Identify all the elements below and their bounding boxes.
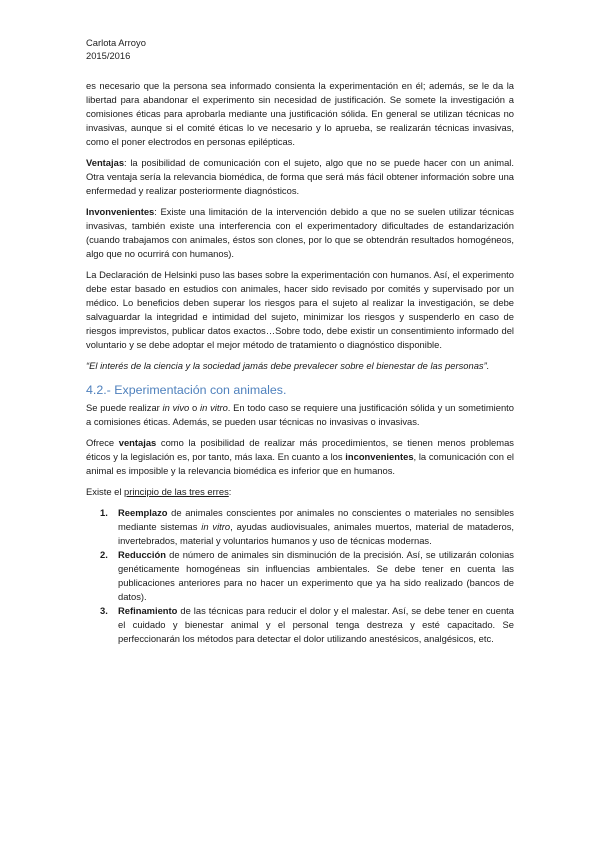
list-number: 2. <box>100 549 108 560</box>
principles-list <box>86 506 514 646</box>
paragraph-ventajas <box>86 156 514 198</box>
paragraph-helsinki: La Declaración de Helsinki puso las bases sobre la experimentación con humanos. Así, el experimento debe estar basado en estudios con animales, hacer sido revisado por comités y supervisado por un médico. Lo beneficios deben superar los riesgos para el sujeto al realizar la investigación, se debe salvaguardar la integridad e intimidad del sujeto, minimizar los riesgos y suspenderlo en caso de riesgos imprevistos, publicar datos exactos…Sobre todo, debe existir un consentimiento informado del voluntario y se debe adoptar el mejor método de tratamiento o diagnóstico disponible. <box>86 269 514 350</box>
inconvenientes-label: Invonvenientes <box>86 206 155 217</box>
paragraph-in-vivo <box>86 401 514 429</box>
term-ventajas: ventajas <box>118 437 157 448</box>
page-body <box>86 79 514 646</box>
term-three-rs: principio de las tres erres <box>124 486 229 497</box>
paragraph-consent: es necesario que la persona sea informado consienta la experimentación en él; además, se le da la libertad para abandonar el experimento sin necesidad de justificación. Se somete la investigación a comisiones éticas para aprobarla mediante una justificación sólida. En general se utilizan técnicas no invasivas, aunque si el comité éticas lo ve necesario y lo aprueba, se realizarán técnicas invasivas, como el poner electrodos en personas epilépticas. <box>86 80 514 147</box>
principle-label: Reemplazo <box>118 507 168 518</box>
text-run: Ofrece <box>86 437 119 448</box>
paragraph-three-rs <box>86 485 514 499</box>
term-in-vitro: in vitro <box>201 521 231 532</box>
author-name: Carlota Arroyo <box>86 37 146 48</box>
term-in-vivo: in vivo <box>162 402 190 413</box>
term-in-vitro: in vitro <box>200 402 228 413</box>
principle-text: de animales conscientes por animales no conscientes o materiales no sensibles mediante sistemas <box>118 507 514 532</box>
text-run: Se puede realizar <box>86 402 163 413</box>
text-run: . En todo caso se requiere una justificación sólida y un sometimiento a comisiones éticas. Además, se pueden usar técnicas no invasivas o invasivas. <box>86 402 514 427</box>
section-heading: 4.2.- Experimentación con animales. <box>86 383 287 397</box>
text-run: : <box>228 486 232 497</box>
quote: “El interés de la ciencia y la sociedad jamás debe prevalecer sobre el bienestar de las personas”. <box>86 360 490 371</box>
term-inconvenientes: inconvenientes <box>345 451 414 462</box>
academic-year: 2015/2016 <box>86 49 131 61</box>
list-item <box>86 604 514 646</box>
ventajas-label: Ventajas <box>86 157 125 168</box>
principle-text: de las técnicas para reducir el dolor y el malestar. Así, se debe tener en cuenta el cuidado y bienestar animal y el personal tenga destreza y esté capacitado. Se perfeccionarán los métodos para detectar el dolor utilizando anestésicos, analgésicos, etc. <box>118 605 514 644</box>
principle-text: de número de animales sin disminución de la precisión. Así, se utilizarán colonias genéticamente homogéneas sin influencias ambientales. Se debe tener en cuenta las publicaciones anteriores para no hacer un experimento que ya ha sido realizado (bancos de datos). <box>118 549 514 602</box>
text-run: , la comunicación con el animal es imposible y la relevancia biomédica es inferior que en humanos. <box>86 451 514 476</box>
principle-text: , ayudas audiovisuales, animales muertos, material de mataderos, invertebrados, material y voluntarios humanos y uso de técnicas modernas. <box>118 521 514 546</box>
text-run: Existe el <box>86 486 125 497</box>
principle-label: Reducción <box>118 549 166 560</box>
list-item <box>86 548 514 604</box>
ventajas-text: : la posibilidad de comunicación con el sujeto, algo que no se puede hacer con un animal. Otra ventaja sería la relevancia biomédica, de forma que será más fácil obtener información sobre una enfermedad y realizar posteriormente diagnósticos. <box>86 157 514 196</box>
paragraph-ofrece <box>86 436 514 478</box>
page-header <box>86 37 146 62</box>
text-run: como la posibilidad de realizar más procedimientos, se tienen menos problemas éticos y la legislación es, por tanto, más laxa. En cuanto a los <box>86 437 514 462</box>
list-number: 3. <box>100 605 108 616</box>
list-number: 1. <box>100 507 108 518</box>
inconvenientes-text: : Existe una limitación de la intervención debido a que no se suelen utilizar técnicas invasivas, también existe una interferencia con el experimentadory dificultades de estandarización (cuando trabajamos con animales, éstos son clones, por lo que se obtendrán resultados homogéneos, algo que no ocurrirá con humanos). <box>86 206 514 259</box>
paragraph-inconvenientes <box>86 205 514 261</box>
text-run: o <box>189 402 201 413</box>
list-item <box>86 506 514 548</box>
principle-label: Refinamiento <box>118 605 178 616</box>
